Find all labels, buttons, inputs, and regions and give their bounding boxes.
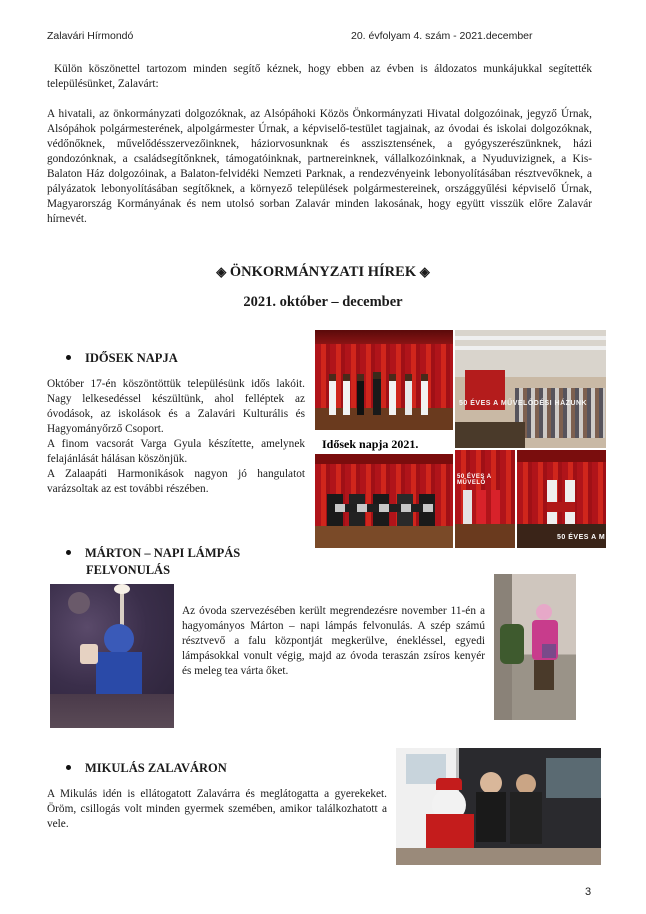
thanks-paragraph: Külön köszönettel tartozom minden segítő kéznek, hogy ebben az évben is áldozatos munkájukkal segítették településünket, Zalavárt: bbox=[47, 63, 592, 90]
diamond-icon: ◈ bbox=[216, 264, 227, 279]
children-stage-photo bbox=[455, 450, 515, 548]
heading-text: IDŐSEK NAPJA bbox=[85, 351, 178, 365]
hall-audience-photo bbox=[455, 330, 606, 448]
collage-caption: Idősek napja 2021. bbox=[319, 436, 421, 453]
lantern-walk-night-photo bbox=[50, 584, 174, 728]
bullet-icon bbox=[66, 550, 71, 555]
page-number: 3 bbox=[585, 886, 592, 898]
accordion-players-photo bbox=[315, 454, 453, 548]
idosek-napja-photo-collage bbox=[315, 330, 606, 548]
article-heading-idosek bbox=[66, 350, 178, 366]
article-heading-marton-line2: FELVONULÁS bbox=[86, 563, 171, 577]
banner-text-tiny: 50 ÉVES A M bbox=[557, 534, 606, 541]
banner-text-short: 50 ÉVES A MŰVELŐ bbox=[457, 474, 492, 486]
santa-in-van-photo bbox=[396, 748, 601, 865]
issue-info: 20. évfolyam 4. szám - 2021.december bbox=[351, 30, 533, 42]
article-body-idosek: Október 17-én köszöntöttük településünk idős lakóit. Nagy lelkesedéssel készültünk, ahol felléptek az óvodások, az iskolások és a Zalavári Kulturális és Hagyományőrző Csoport. A finom vacsorát Varga Gyula készítette, amelynek felajánlását hálásan köszönjük. A Zalaapáti Harmonikások nagyon jó hangulatot varázsoltak az est további részében. bbox=[47, 378, 305, 495]
thanks-list-paragraph: A hivatali, az önkormányzati dolgozóknak, az Alsópáhoki Közös Önkormányzati Hivatal dolgozóinak, jegyző Úrnak, Alsópáhok polgármesterének, alpolgármester Úrnak, a képviselő-testület tagjainak, az óvodai és iskolai dolgozóknak, védőnőknek, művelődésszervezőinknek, háziorvosunknak és asszisztensének, a gyógyszerészünknek, házi gondozónknak, a családsegítőnknek, támogatóinknak, partnereinknek, vállalkozóinknak, a Nyuduvizignek, a Kis-Balaton Ház dolgozóinak, a Balaton-felvidéki Nemzeti Parknak, a rendezvényeink lebonyolításában résztvevőknek, a pályázatok lebonyolításában segítőknek, a környező települések polgármestereinek, országgyűlési képviselő Úrnak, Magyarország Kormányának és nem utolsó sorban Zalavár minden lakosának, hogy együtt visszük előre Zalavár hírnevét. bbox=[47, 108, 592, 225]
article-heading-marton bbox=[66, 545, 240, 561]
article-heading-mikulas bbox=[66, 760, 227, 776]
dancers-photo bbox=[517, 450, 606, 548]
article-body-marton: Az óvoda szervezésében került megrendezésre november 11-én a hagyományos Márton – napi lámpás felvonulás. A szép számú résztvevő a falu központját megkerülve, énekléssel, egyedi lámpásokkal vonult végig, majd az óvoda teraszán zsíros kenyér és meleg tea várta őket. bbox=[182, 605, 485, 677]
section-period: 2021. október – december bbox=[243, 294, 403, 310]
child-with-lantern-photo bbox=[494, 574, 576, 720]
banner-text: 50 ÉVES A MŰVELŐDÉSI HÁZUNK bbox=[459, 400, 588, 407]
newsletter-title: Zalavári Hírmondó bbox=[47, 30, 134, 42]
heading-text: MIKULÁS ZALAVÁRON bbox=[85, 761, 227, 775]
bullet-icon bbox=[66, 355, 71, 360]
section-title-text: ÖNKORMÁNYZATI HÍREK bbox=[229, 264, 417, 280]
section-title bbox=[0, 264, 646, 281]
stage-performance-photo bbox=[315, 330, 453, 430]
heading-text: MÁRTON – NAPI LÁMPÁS bbox=[85, 546, 241, 560]
diamond-icon: ◈ bbox=[419, 264, 430, 279]
article-body-mikulas: A Mikulás idén is ellátogatott Zalavárra és meglátogatta a gyerekeket. Öröm, csillogás volt minden gyermek szemében, amikor találkozhatott a vele. bbox=[47, 788, 387, 830]
bullet-icon bbox=[66, 765, 71, 770]
